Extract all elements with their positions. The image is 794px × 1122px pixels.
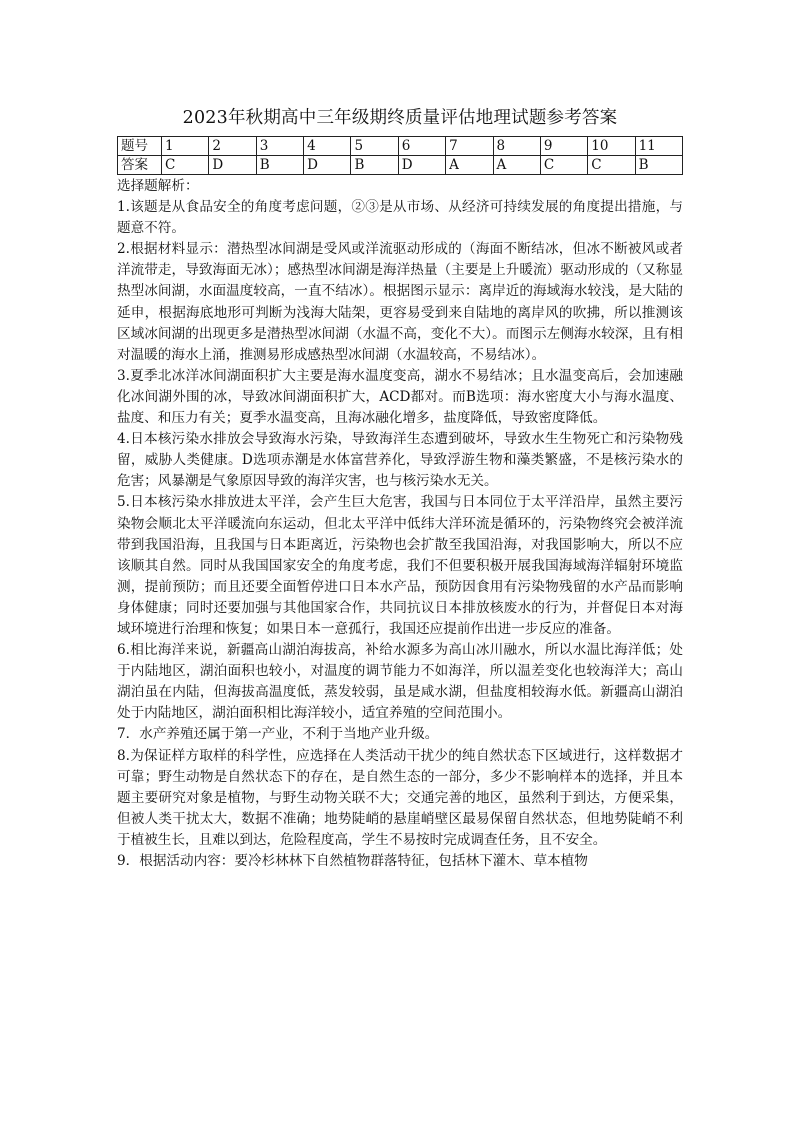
answer-cell: D [304,156,351,175]
answer-cell: C [162,156,209,175]
question-number-cell: 7 [446,137,493,156]
page-title: 2023年秋期高中三年级期终质量评估地理试题参考答案 [182,108,618,128]
answer-cell: D [398,156,445,175]
question-number-cell: 4 [304,137,351,156]
question-number-cell: 6 [398,137,445,156]
question-number-cell: 8 [493,137,540,156]
answer-cell: A [493,156,540,175]
explanation-paragraph: 8.为保证样方取样的科学性，应选择在人类活动干扰少的纯自然状态下区域进行，这样数据才可靠；野生动物是自然状态下的存在，是自然生态的一部分，多少不影响样本的选择，并且本题主要研究对象是植物，与野生动物关联不大；交通完善的地区，虽然利于到达，方便采集，但被人类干扰太大，数据不准确；地势陡峭的悬崖峭壁区最易保留自然状态，但地势陡峭不利于植被生长，且难以到达，危险程度高，学生不易按时完成调查任务，且不安全。 [117,747,683,848]
answer-cell: A [446,156,493,175]
explanation-paragraph: 7．水产养殖还属于第一产业，不利于当地产业升级。 [117,726,439,743]
section-heading: 选择题解析： [117,178,199,194]
question-number-cell: 10 [588,137,635,156]
question-number-cell: 11 [635,137,682,156]
question-number-cell: 2 [209,137,256,156]
answer-cell: D [209,156,256,175]
question-number-cell: 9 [540,137,587,156]
row-header-question-number: 题号 [118,137,162,156]
answer-cell: B [256,156,303,175]
answer-row [118,156,683,175]
question-number-cell: 1 [162,137,209,156]
explanation-paragraph: 5.日本核污染水排放进太平洋，会产生巨大危害，我国与日本同位于太平洋沿岸，虽然主要污染物会顺北太平洋暖流向东运动，但北太平洋中低纬大洋环流是循环的，污染物终究会被洋流带到我国沿海，且我国与日本距离近，污染物也会扩散至我国沿海，对我国影响大，所以不应该顺其自然。同时从我国国家安全的角度考虑，我们不但要积极开展我国海域海洋辐射环境监测，提前预防；而且还要全面暂停进口日本水产品，预防因食用有污染物残留的水产品而影响身体健康；同时还要加强与其他国家合作，共同抗议日本排放核废水的行为，并督促日本对海域环境进行治理和恢复；如果日本一意孤行，我国还应提前作出进一步反应的准备。 [117,494,683,637]
question-number-cell: 5 [351,137,398,156]
explanation-paragraphs [117,197,683,872]
answer-cell: C [588,156,635,175]
explanation-body [117,176,683,872]
explanation-paragraph: 2.根据材料显示：潜热型冰间湖是受风或洋流驱动形成的（海面不断结冰，但冰不断被风或者洋流带走，导致海面无冰）；感热型冰间湖是海洋热量（主要是上升暖流）驱动形成的（又称显热型冰间湖，水面温度较高，一直不结冰）。根据图示显示：离岸近的海域海水较浅，是大陆的延申，根据海底地形可判断为浅海大陆架，更容易受到来自陆地的离岸风的吹拂，所以推测该区域冰间湖的出现更多是潜热型冰间湖（水温不高，变化不大）。而图示左侧海水较深，且有相对温暖的海水上涌，推测易形成感热型冰间湖（水温较高，不易结冰）。 [117,241,683,363]
answer-document [117,104,683,872]
explanation-paragraph: 4.日本核污染水排放会导致海水污染，导致海洋生态遭到破坏，导致水生生物死亡和污染物残留，威胁人类健康。D选项赤潮是水体富营养化，导致浮游生物和藻类繁盛，不是核污染水的危害；风暴潮是气象原因导致的海洋灾害，也与核污染水无关。 [117,431,683,490]
answer-cell: B [351,156,398,175]
row-header-answer: 答案 [118,156,162,175]
explanation-paragraph: 1.该题是从食品安全的角度考虑问题，②③是从市场、从经济可持续发展的角度提出措施，与题意不符。 [117,199,683,237]
explanation-paragraph: 6.相比海洋来说，新疆高山湖泊海拔高，补给水源多为高山冰川融水，所以水温比海洋低；处于内陆地区，湖泊面积也较小，对温度的调节能力不如海洋，所以温差变化也较海洋大；高山湖泊虽在内陆，但海拔高温度低，蒸发较弱，虽是咸水湖，但盐度相较海水低。新疆高山湖泊处于内陆地区，湖泊面积相比海洋较小，适宜养殖的空间范围小。 [117,642,683,722]
answer-cell: B [635,156,682,175]
explanation-paragraph: 9．根据活动内容：要冷杉林林下自然植物群落特征，包括林下灌木、草本植物 [117,853,588,869]
question-number-cell: 3 [256,137,303,156]
explanation-paragraph: 3.夏季北冰洋冰间湖面积扩大主要是海水温度变高，湖水不易结冰；且水温变高后，会加速融化冰间湖外围的冰，导致冰间湖面积扩大，ACD都对。而B选项：海水密度大小与海水温度、盐度、和压力有关；夏季水温变高，且海冰融化增多，盐度降低，导致密度降低。 [117,367,683,427]
answer-cell: C [540,156,587,175]
question-number-row [118,137,683,156]
answer-table [117,136,683,175]
